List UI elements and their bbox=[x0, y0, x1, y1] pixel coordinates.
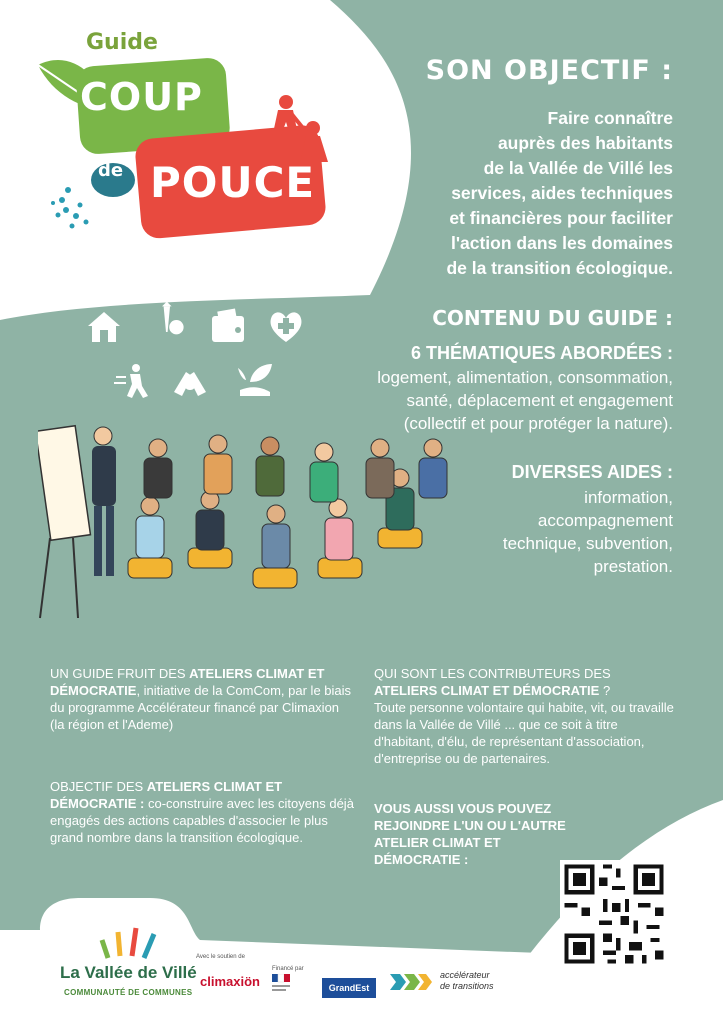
financeur-label: Financé par bbox=[272, 966, 304, 972]
themes-line: logement, alimentation, consommation, bbox=[377, 368, 673, 387]
ateliers-highlight: ATELIERS CLIMAT ET DÉMOCRATIE bbox=[50, 666, 325, 698]
house-icon bbox=[84, 306, 124, 346]
wallet-icon bbox=[208, 306, 248, 346]
guide-origin-body: , initiative de la ComCom, par le biais du programme Accélérateur financé par Climaxion (la région et l'Ademe) bbox=[50, 683, 352, 732]
logo-guide-text: Guide bbox=[86, 30, 158, 55]
objectif-line: l'action dans les domaines bbox=[450, 233, 673, 253]
food-icon bbox=[150, 300, 190, 340]
aides-line: prestation. bbox=[593, 557, 673, 576]
objectif-title: SON OBJECTIF : bbox=[425, 55, 673, 86]
logo-coup-text: COUP bbox=[80, 75, 203, 119]
aides-line: technique, subvention, bbox=[502, 534, 673, 553]
accelerateur-logo-text bbox=[440, 970, 494, 992]
ateliers-objective-lead: OBJECTIF DES bbox=[50, 779, 147, 794]
aides-line: accompagnement bbox=[537, 511, 673, 530]
walking-icon bbox=[112, 362, 152, 402]
objectif-line: de la transition écologique. bbox=[446, 258, 673, 278]
objectif-line: et financières pour faciliter bbox=[449, 208, 673, 228]
vallee-logo-text: La Vallée de Villé bbox=[60, 963, 197, 982]
hands-icon bbox=[170, 362, 210, 402]
aides-title: DIVERSES AIDES : bbox=[511, 462, 673, 482]
themes-line: santé, déplacement et engagement bbox=[406, 391, 673, 410]
climaxion-logo: climaxiön bbox=[200, 974, 260, 989]
guide-origin-text bbox=[50, 665, 355, 733]
logo-de-text: de bbox=[98, 160, 124, 181]
contenu-title: CONTENU DU GUIDE : bbox=[432, 306, 673, 330]
join-call-text: VOUS AUSSI VOUS POUVEZ REJOINDRE L'UN OU L'AUTRE ATELIER CLIMAT ET DÉMOCRATIE : bbox=[374, 801, 566, 867]
logo-pouce-text: POUCE bbox=[150, 158, 316, 207]
transitions-word: de transitions bbox=[440, 981, 494, 991]
health-icon bbox=[266, 306, 306, 346]
ateliers-highlight: ATELIERS CLIMAT ET DÉMOCRATIE : bbox=[50, 779, 283, 811]
objectif-text bbox=[343, 106, 673, 281]
communaute-text: COMMUNAUTÉ DE COMMUNES bbox=[64, 988, 193, 997]
contributors-text bbox=[374, 665, 674, 767]
objectif-line: auprès des habitants bbox=[497, 133, 673, 153]
workshop-illustration bbox=[38, 418, 458, 648]
contributors-question-mark: ? bbox=[599, 683, 611, 698]
contributors-body: Toute personne volontaire qui habite, vit, ou travaille dans la Vallée de Villé ... que ce soit à titre d'habitant, d'élu, de représentant d'association, d'entreprise ou de partenaires. bbox=[374, 700, 674, 766]
objectif-line: de la Vallée de Villé les bbox=[483, 158, 673, 178]
themes-title: 6 THÉMATIQUES ABORDÉES : bbox=[410, 343, 673, 363]
ateliers-objective-text bbox=[50, 778, 355, 846]
ateliers-objective-body: co-construire avec les citoyens déjà engagés des actions capables d'associer le plus grand nombre dans la transition écologique. bbox=[50, 796, 354, 845]
themes-line: (collectif et pour protéger la nature). bbox=[403, 414, 673, 433]
republique-logo bbox=[272, 974, 292, 996]
nature-icon bbox=[236, 360, 276, 400]
ateliers-highlight: ATELIERS CLIMAT ET DÉMOCRATIE bbox=[374, 683, 600, 698]
accelerateur-word: accélérateur bbox=[440, 970, 490, 980]
soutien-label: Avec le soutien de bbox=[196, 954, 245, 960]
aides-line: information, bbox=[584, 488, 673, 507]
qr-code[interactable] bbox=[560, 860, 668, 968]
grandest-logo: GrandEst bbox=[322, 978, 376, 998]
logo-shapes bbox=[28, 40, 338, 240]
contributors-lead: QUI SONT LES CONTRIBUTEURS DES bbox=[374, 666, 611, 681]
guide-origin-lead: UN GUIDE FRUIT DES bbox=[50, 666, 190, 681]
accelerateur-arrows-logo bbox=[390, 972, 434, 992]
vallee-rays-logo bbox=[98, 922, 168, 962]
objectif-line: services, aides techniques bbox=[451, 183, 673, 203]
objectif-line: Faire connaître bbox=[547, 108, 673, 128]
